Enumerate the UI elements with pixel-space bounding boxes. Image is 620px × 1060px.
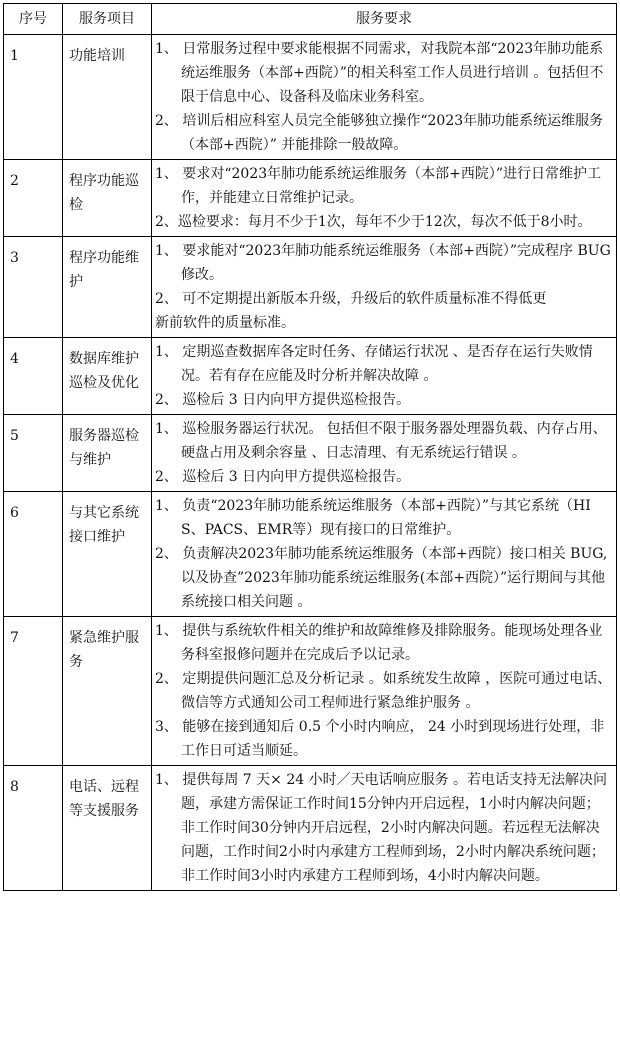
row-serial-no: 8: [4, 766, 63, 891]
requirement-line: 1、 巡检服务器运行状况。 包括但不限于服务器处理器负载、内存占用、 硬盘占用及剩余容量 、日志清理、有无系统运行错误 。: [155, 421, 607, 461]
row-service-item: 与其它系统接口维护: [63, 492, 152, 617]
row-service-item: 服务器巡检与维护: [63, 415, 152, 492]
row-requirements: [152, 35, 617, 160]
requirement-line: 1、 提供每周 7 天× 24 小时／天电话响应服务 。若电话支持无法解决问题，承建方需保证工作时间15分钟内开启远程，1小时内解决问题；非工作时间30分钟内开启远程，2小时内解决问题。若远程无法解决问题，工作时间2小时内承建方工程师到场，2小时内解决系统问题；非工作时间3小时内承建方工程师到场，4小时内解决问题。: [155, 772, 608, 884]
row-serial-no: 5: [4, 415, 63, 492]
requirement-line: 2、 定期提供问题汇总及分析记录 。如系统发生故障 ，医院可通过电话、微信等方式通知公司工程师进行紧急维护服务 。: [155, 671, 612, 711]
row-service-item: 程序功能维护: [63, 237, 152, 338]
table-row: [4, 35, 617, 160]
row-serial-no: 4: [4, 338, 63, 415]
table-row: [4, 492, 617, 617]
table-row: [4, 766, 617, 891]
requirement-line: 2、 巡检后 3 日内向甲方提供巡检报告。: [155, 469, 411, 485]
requirement-line: 新前软件的质量标准。: [155, 315, 295, 331]
requirement-line: 2、 负责解决2023年肺功能系统运维服务（本部+西院）接口相关 BUG,以及协查”2023年肺功能系统运维服务(本部+西院）”运行期间与其他系统接口相关问题 。: [155, 546, 608, 610]
table-row: [4, 160, 617, 237]
requirement-line: 1、 负责“2023年肺功能系统运维服务（本部+西院）”与其它系统（HIS、PACS、EMR等）现有接口的日常维护。: [155, 498, 591, 538]
requirement-line: 1、 日常服务过程中要求能根据不同需求，对我院本部“2023年肺功能系统运维服务（本部+西院）”的相关科室工作人员进行培训 。包括但不限于信息中心、设备科及临床业务科室。: [155, 41, 604, 105]
table-row: [4, 415, 617, 492]
row-serial-no: 2: [4, 160, 63, 237]
row-requirements: [152, 237, 617, 338]
requirement-line: 2、 巡检后 3 日内向甲方提供巡检报告。: [155, 392, 411, 408]
row-requirements: [152, 617, 617, 766]
row-service-item: 紧急维护服务: [63, 617, 152, 766]
requirement-line: 1、 定期巡查数据库各定时任务、存储运行状况 、是否存在运行失败情况。若有存在应能及时分析并解决故障 。: [155, 344, 593, 384]
requirement-line: 1、 提供与系统软件相关的维护和故障维修及排除服务。能现场处理各业务科室报修问题并在完成后予以记录。: [155, 623, 603, 663]
row-requirements: [152, 415, 617, 492]
row-service-item: 功能培训: [63, 35, 152, 160]
header-service-requirement: 服务要求: [152, 4, 617, 35]
row-requirements: [152, 766, 617, 891]
row-serial-no: 1: [4, 35, 63, 160]
row-serial-no: 7: [4, 617, 63, 766]
row-service-item: 电话、远程等支援服务: [63, 766, 152, 891]
requirement-line: 2、巡检要求：每月不少于1次，每年不少于12次，每次不低于8小时。: [155, 214, 592, 230]
requirement-line: 2、 可不定期提出新版本升级，升级后的软件质量标准不得低更: [155, 291, 547, 307]
table-header-row: [4, 4, 617, 35]
requirement-line: 1、 要求对“2023年肺功能系统运维服务（本部+西院）”进行日常维护工作，并能建立日常维护记录。: [155, 166, 602, 206]
row-requirements: [152, 492, 617, 617]
header-serial-no: 序号: [4, 4, 63, 35]
header-service-item: 服务项目: [63, 4, 152, 35]
requirement-line: 3、 能够在接到通知后 0.5 个小时内响应， 24 小时到现场进行处理，非工作日可适当顺延。: [155, 719, 605, 759]
table-row: [4, 237, 617, 338]
row-serial-no: 3: [4, 237, 63, 338]
row-service-item: 程序功能巡检: [63, 160, 152, 237]
row-serial-no: 6: [4, 492, 63, 617]
requirement-line: 2、 培训后相应科室人员完全能够独立操作“2023年肺功能系统运维服务（本部+西院）” 并能排除一般故障。: [155, 113, 604, 153]
row-service-item: 数据库维护巡检及优化: [63, 338, 152, 415]
table-row: [4, 338, 617, 415]
requirement-line: 1、 要求能对“2023年肺功能系统运维服务（本部+西院）”完成程序 BUG 修改。: [155, 243, 611, 283]
row-requirements: [152, 338, 617, 415]
service-requirements-table: [3, 3, 617, 891]
row-requirements: [152, 160, 617, 237]
table-row: [4, 617, 617, 766]
